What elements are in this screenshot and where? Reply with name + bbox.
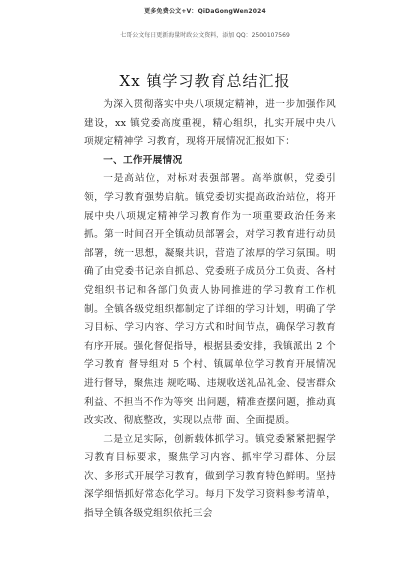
body-paragraph: 一是高站位，对标对表强部署。高举旗帜，党委引领，学习教育强势启航。镇党委切实提高政治站位，将开展中央八项规定精神学习教育作为一项重要政治任务来抓。第一时间召开全镇动员部署会，对学习教育进行动员部署，统一思想，凝聚共识，营造了浓厚的学习氛围。明确了由党委书记亲自抓总、党委班子成员分工负责、各村党组织书记和各部门负责人协同推进的学习教育工作机制。全镇各级党组织都制定了详细的学习计划，明确了学习目标、学习内容、学习方式和时间节点，确保学习教育有序开展。强化督促指导，根据县委安排，我镇派出 2 个学习教育 督导组对 5 个村、镇属单位学习教育开展情况进行督导，聚焦违 规吃喝、违规收送礼品礼金、侵害群众利益、不担当不作为等突 出问题，精准查摆问题，推动真改实改、彻底整改，实现以点带 面、全面提质。: [84, 173, 336, 427]
watermark-text: 更多免费公文+V：QiDaGongWen2024: [144, 8, 266, 15]
document-body: [84, 96, 336, 524]
body-paragraph: 二是立足实际，创新载体抓学习。镇党委紧紧把握学习教育目标要求，聚焦学习内容、抓牢学习群体、分层次、多形式开展学习教育，做到学习教育特色鲜明。坚持深学细悟抓好常态化学习。每月下发学习资料参考清单，指导全镇各级党组织依托三会: [84, 433, 336, 520]
section-heading: 一、工作开展情况: [103, 154, 183, 166]
header-note: 七哥公文每日更新海量时政公文资料，添加 QQ：2500107569: [120, 32, 290, 39]
document-title: Xx 镇学习教育总结汇报: [119, 72, 291, 90]
intro-paragraph: 为深入贯彻落实中央八项规定精神，进一步加强作风建设，xx 镇党委高度重视，精心组织，扎实开展中央八项规定精神学 习教育，现将开展情况汇报如下：: [84, 99, 336, 148]
